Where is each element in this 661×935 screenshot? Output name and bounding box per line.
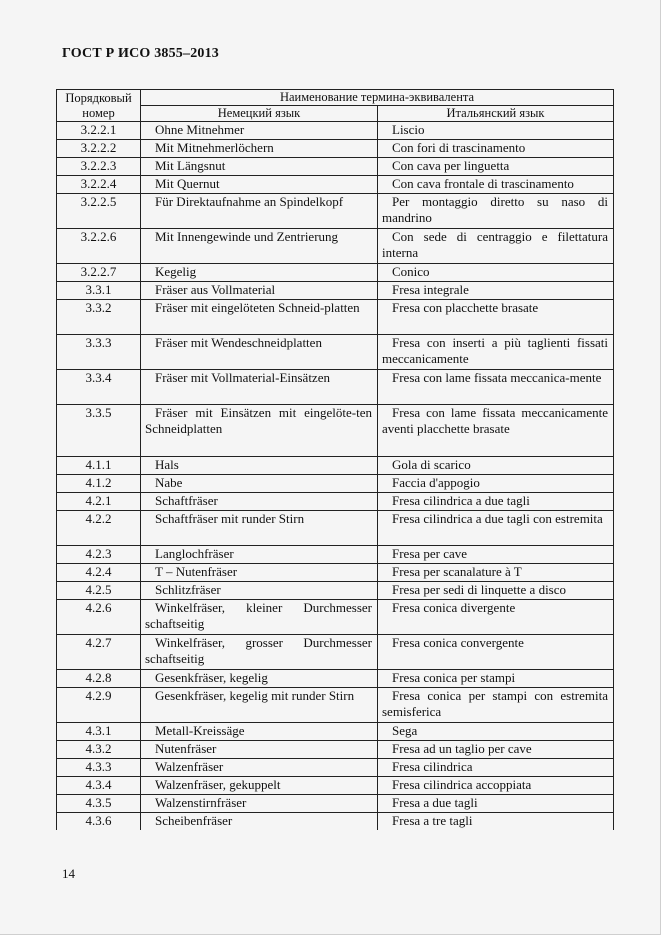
german-term — [141, 194, 378, 229]
term-number: 4.3.6 — [57, 813, 141, 831]
italian-term — [378, 777, 614, 795]
table-row — [57, 405, 614, 457]
term-number: 4.2.4 — [57, 564, 141, 582]
italian-term — [378, 405, 614, 457]
italian-term-text: Fresa a tre tagli — [392, 813, 473, 828]
italian-term-text: Fresa conica convergente — [392, 635, 524, 650]
term-number: 4.2.1 — [57, 493, 141, 511]
german-term — [141, 777, 378, 795]
german-term-text: Nabe — [155, 475, 183, 490]
table-row — [57, 635, 614, 670]
table-body — [57, 122, 614, 831]
german-term-text: Metall-Kreissäge — [155, 723, 245, 738]
term-number: 3.3.3 — [57, 335, 141, 370]
header-italian: Итальянский язык — [378, 106, 614, 122]
italian-term-text: Fresa con lame fissata meccanicamente aventi placchette brasate — [382, 405, 609, 436]
italian-term-text: Fresa cilindrica a due tagli con estremita — [392, 511, 603, 526]
table-row — [57, 140, 614, 158]
table-row — [57, 670, 614, 688]
italian-term-text: Fresa ad un taglio per cave — [392, 741, 532, 756]
term-number: 4.2.9 — [57, 688, 141, 723]
german-term — [141, 600, 378, 635]
german-term — [141, 158, 378, 176]
german-term — [141, 264, 378, 282]
term-number: 4.2.5 — [57, 582, 141, 600]
german-term — [141, 493, 378, 511]
german-term — [141, 176, 378, 194]
german-term — [141, 759, 378, 777]
table-row — [57, 475, 614, 493]
german-term-text: Hals — [155, 457, 179, 472]
german-term — [141, 300, 378, 335]
table-row — [57, 229, 614, 264]
italian-term — [378, 582, 614, 600]
italian-term-text: Faccia d'appogio — [392, 475, 480, 490]
term-number: 3.3.5 — [57, 405, 141, 457]
italian-term-text: Fresa con inserti a più taglienti fissati meccanicamente — [382, 335, 609, 366]
italian-term-text: Fresa per cave — [392, 546, 468, 561]
term-number: 4.2.6 — [57, 600, 141, 635]
italian-term — [378, 564, 614, 582]
italian-term — [378, 723, 614, 741]
german-term — [141, 229, 378, 264]
german-term — [141, 688, 378, 723]
italian-term — [378, 140, 614, 158]
german-term-text: Mit Längsnut — [155, 158, 226, 173]
italian-term-text: Fresa cilindrica accoppiata — [392, 777, 532, 792]
italian-term — [378, 457, 614, 475]
table-row — [57, 158, 614, 176]
italian-term — [378, 741, 614, 759]
table-row — [57, 335, 614, 370]
german-term-text: Winkelfräser, kleiner Durchmesser schaftseitig — [145, 600, 372, 631]
header-number: Порядковый номер — [57, 90, 141, 122]
italian-term-text: Liscio — [392, 122, 425, 137]
italian-term-text: Con cava per linguetta — [392, 158, 510, 173]
german-term — [141, 635, 378, 670]
term-number: 4.2.3 — [57, 546, 141, 564]
italian-term-text: Fresa cilindrica — [392, 759, 473, 774]
italian-term-text: Conico — [392, 264, 430, 279]
term-number: 3.2.2.3 — [57, 158, 141, 176]
italian-term — [378, 122, 614, 140]
table-row — [57, 813, 614, 831]
table-row — [57, 282, 614, 300]
term-number: 4.3.4 — [57, 777, 141, 795]
term-number: 3.2.2.7 — [57, 264, 141, 282]
german-term-text: Kegelig — [155, 264, 197, 279]
italian-term — [378, 264, 614, 282]
italian-term — [378, 688, 614, 723]
german-term-text: Schaftfräser mit runder Stirn — [155, 511, 305, 526]
table-row — [57, 564, 614, 582]
german-term-text: Mit Quernut — [155, 176, 220, 191]
table-row — [57, 176, 614, 194]
term-number: 4.3.2 — [57, 741, 141, 759]
german-term — [141, 405, 378, 457]
german-term — [141, 670, 378, 688]
header-term-equivalent: Наименование термина-эквивалента — [141, 90, 614, 106]
german-term-text: Winkelfräser, grosser Durchmesser schaftseitig — [145, 635, 372, 666]
italian-term-text: Sega — [392, 723, 418, 738]
italian-term — [378, 194, 614, 229]
german-term — [141, 511, 378, 546]
italian-term-text: Fresa conica per stampi con estremita semisferica — [382, 688, 609, 719]
german-term-text: Mit Mitnehmerlöchern — [155, 140, 274, 155]
italian-term — [378, 300, 614, 335]
table-row — [57, 688, 614, 723]
italian-term-text: Fresa integrale — [392, 282, 469, 297]
german-term — [141, 122, 378, 140]
table-row — [57, 723, 614, 741]
german-term-text: Schlitzfräser — [155, 582, 221, 597]
italian-term-text: Fresa per sedi di linquette a disco — [392, 582, 567, 597]
term-number: 3.2.2.6 — [57, 229, 141, 264]
table-row — [57, 795, 614, 813]
italian-term — [378, 600, 614, 635]
italian-term — [378, 670, 614, 688]
italian-term-text: Con sede di centraggio e filettatura interna — [382, 229, 609, 260]
table-row — [57, 457, 614, 475]
german-term-text: Fräser mit eingelöteten Schneid-platten — [155, 300, 360, 315]
document-header: ГОСТ Р ИСО 3855–2013 — [62, 46, 220, 61]
term-number: 3.3.4 — [57, 370, 141, 405]
italian-term — [378, 282, 614, 300]
table-header — [57, 90, 614, 122]
italian-term — [378, 229, 614, 264]
german-term-text: Fräser mit Einsätzen mit eingelöte-ten Schneidplatten — [145, 405, 372, 436]
page-number: 14 — [62, 866, 75, 881]
german-term — [141, 582, 378, 600]
german-term-text: Langlochfräser — [155, 546, 234, 561]
table-row — [57, 759, 614, 777]
german-term — [141, 335, 378, 370]
italian-term-text: Fresa con placchette brasate — [392, 300, 539, 315]
italian-term — [378, 511, 614, 546]
german-term-text: Ohne Mitnehmer — [155, 122, 245, 137]
term-number: 4.3.3 — [57, 759, 141, 777]
terms-table — [56, 89, 614, 830]
italian-term — [378, 370, 614, 405]
german-term — [141, 475, 378, 493]
german-term-text: Walzenfräser — [155, 759, 224, 774]
term-number: 3.3.1 — [57, 282, 141, 300]
table-row — [57, 600, 614, 635]
german-term-text: Walzenstirnfräser — [155, 795, 247, 810]
table-row — [57, 546, 614, 564]
italian-term-text: Fresa con lame fissata meccanica-mente — [392, 370, 602, 385]
italian-term — [378, 546, 614, 564]
term-number: 4.3.5 — [57, 795, 141, 813]
term-number: 3.3.2 — [57, 300, 141, 335]
german-term-text: Nutenfräser — [155, 741, 217, 756]
german-term-text: Fräser mit Wendeschneidplatten — [155, 335, 322, 350]
term-number: 4.1.2 — [57, 475, 141, 493]
table-row — [57, 264, 614, 282]
table-row — [57, 300, 614, 335]
italian-term — [378, 475, 614, 493]
german-term-text: T – Nutenfräser — [155, 564, 238, 579]
table-row — [57, 122, 614, 140]
table-row — [57, 582, 614, 600]
italian-term — [378, 335, 614, 370]
term-number: 3.2.2.1 — [57, 122, 141, 140]
table-row — [57, 511, 614, 546]
italian-term-text: Con cava frontale di trascinamento — [392, 176, 574, 191]
german-term-text: Gesenkfräser, kegelig — [155, 670, 268, 685]
italian-term-text: Fresa a due tagli — [392, 795, 478, 810]
italian-term — [378, 493, 614, 511]
italian-term — [378, 176, 614, 194]
german-term-text: Scheibenfräser — [155, 813, 233, 828]
italian-term-text: Fresa conica per stampi — [392, 670, 516, 685]
german-term-text: Walzenfräser, gekuppelt — [155, 777, 281, 792]
term-number: 3.2.2.2 — [57, 140, 141, 158]
german-term — [141, 282, 378, 300]
italian-term — [378, 795, 614, 813]
italian-term — [378, 813, 614, 831]
german-term-text: Fräser aus Vollmaterial — [155, 282, 276, 297]
german-term-text: Für Direktaufnahme an Spindelkopf — [155, 194, 344, 209]
german-term — [141, 723, 378, 741]
german-term — [141, 140, 378, 158]
table-row — [57, 370, 614, 405]
term-number: 3.2.2.5 — [57, 194, 141, 229]
italian-term — [378, 759, 614, 777]
term-number: 4.2.7 — [57, 635, 141, 670]
italian-term-text: Per montaggio diretto su naso di mandrino — [382, 194, 609, 225]
italian-term-text: Fresa conica divergente — [392, 600, 516, 615]
term-number: 4.3.1 — [57, 723, 141, 741]
term-number: 4.2.2 — [57, 511, 141, 546]
german-term — [141, 813, 378, 831]
italian-term-text: Gola di scarico — [392, 457, 471, 472]
german-term-text: Schaftfräser — [155, 493, 218, 508]
german-term — [141, 795, 378, 813]
german-term-text: Gesenkfräser, kegelig mit runder Stirn — [155, 688, 355, 703]
italian-term-text: Fresa cilindrica a due tagli — [392, 493, 530, 508]
german-term — [141, 564, 378, 582]
german-term — [141, 546, 378, 564]
italian-term-text: Fresa per scanalature à T — [392, 564, 522, 579]
italian-term-text: Con fori di trascinamento — [392, 140, 526, 155]
italian-term — [378, 158, 614, 176]
table-row — [57, 741, 614, 759]
table-row — [57, 493, 614, 511]
german-term-text: Fräser mit Vollmaterial-Einsätzen — [155, 370, 330, 385]
german-term — [141, 370, 378, 405]
table-row — [57, 777, 614, 795]
german-term — [141, 741, 378, 759]
table-row — [57, 194, 614, 229]
term-number: 4.2.8 — [57, 670, 141, 688]
term-number: 4.1.1 — [57, 457, 141, 475]
german-term-text: Mit Innengewinde und Zentrierung — [155, 229, 339, 244]
italian-term — [378, 635, 614, 670]
term-number: 3.2.2.4 — [57, 176, 141, 194]
german-term — [141, 457, 378, 475]
header-german: Немецкий язык — [141, 106, 378, 122]
